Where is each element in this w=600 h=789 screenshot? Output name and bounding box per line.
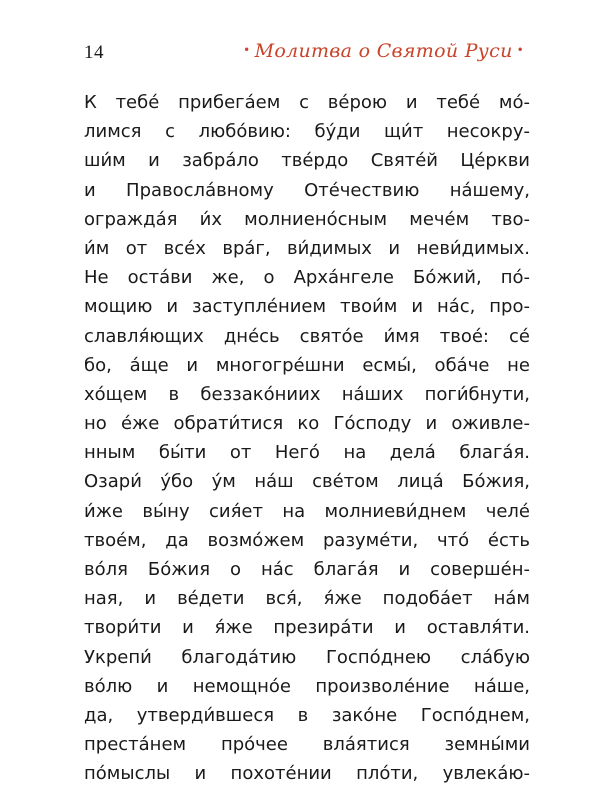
text-line: хо́щем в беззако́ниих на́ших поги́бнути, [84,383,530,405]
running-title [239,40,528,62]
ornament-left: • [243,43,251,57]
text-line: во́лю и немощно́е произволе́ние на́ше, [84,675,530,697]
ornament-right: • [516,43,524,57]
page-number: 14 [84,42,104,63]
text-line: нным бы́ти от Него́ на дела́ блага́я. [84,442,530,464]
text-line: Не оста́ви же, о Арха́нгеле Бо́жий, по́- [84,267,530,289]
text-line: ши́м и забра́ло тве́рдо Святе́й Це́ркви [84,150,530,172]
text-line: и́м от все́х вра́г, ви́димых и неви́димых. [84,237,530,259]
text-line: мощию и заступле́нием твои́м и на́с, про- [84,296,530,318]
page-header [84,40,528,72]
text-line: славля́ющих дне́сь свято́е и́мя твое́: се́ [84,325,530,347]
text-line: и́же вы́ну сия́ет на молниеви́днем челе́ [84,500,530,522]
text-line: твори́ти и я́же презира́ти и оставля́ти. [84,617,530,639]
text-line: по́мыслы и похоте́нии пло́ти, увлека́ю- [84,763,530,785]
text-line: и Правосла́вному Оте́чествию на́шему, [84,179,530,201]
text-line: Озари́ у́бо у́м на́ш све́том лица́ Бо́жия, [84,471,530,493]
text-line: во́ля Бо́жия о на́с блага́я и соверше́н- [84,559,530,580]
text-line: преста́нем про́чее вла́ятися земны́ми [84,734,530,756]
prayer-text [84,88,530,789]
text-line: лимся с любо́вию: бу́ди щи́т несокру- [84,121,530,143]
text-line: бо, а́ще и многогре́шни есмы́, оба́че не [84,354,530,376]
text-line: К тебе́ прибега́ем с ве́рою и тебе́ мо́- [84,92,530,113]
text-line: твое́м, да возмо́жем разуме́ти, что́ е́сть [84,529,530,551]
text-line: Укрепи́ благода́тию Госпо́днею сла́бую [84,646,530,668]
text-line: да, утверди́вшеся в зако́не Госпо́днем, [84,704,530,726]
text-line: ная, и ве́дети вся́, я́же подоба́ет на́м [84,588,530,610]
text-line: но е́же обрати́тися ко Го́споду и оживле- [84,413,530,435]
text-line: огражда́я и́х молниено́сным мече́м тво- [84,208,530,230]
running-title-text: Молитва о Святой Руси [254,40,513,62]
